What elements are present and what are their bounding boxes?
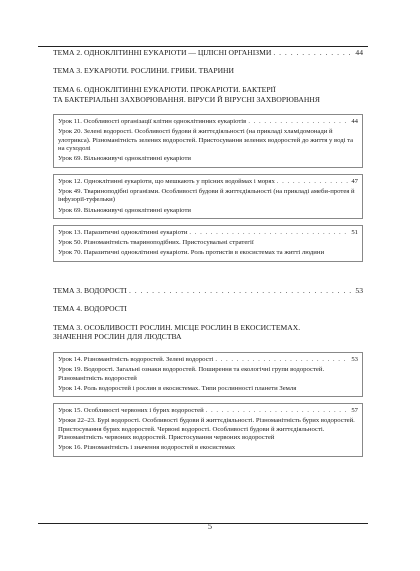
toc-topic-4-algae: ТЕМА 4. ВОДОРОСТІ (53, 304, 127, 314)
lesson-crossref (58, 385, 358, 393)
toc-lesson-entry[interactable] (58, 407, 358, 415)
leader-dots (129, 286, 353, 295)
topic-page: 44 (355, 48, 363, 57)
toc-topic-6-line2: ТА БАКТЕРІАЛЬНІ ЗАХВОРЮВАННЯ. ВІРУСИ Й ВІРУСНІ ЗАХВОРЮВАННЯ (53, 94, 320, 104)
toc-lesson-line (58, 118, 358, 126)
toc-lesson-entry[interactable] (58, 118, 358, 126)
toc-lesson-line (58, 407, 358, 415)
lesson-page: 53 (351, 355, 358, 363)
toc-topic-6-line1: ТЕМА 6. ОДНОКЛІТИННІ ЕУКАРІОТИ. ПРОКАРІОТИ. БАКТЕРІЇ (53, 85, 276, 94)
lesson-block (53, 403, 363, 456)
topic-label: ТЕМА 2. ОДНОКЛІТИННІ ЕУКАРІОТИ — ЦІЛІСНІ ОРГАНІЗМИ (53, 48, 272, 57)
leader-dots (248, 118, 349, 126)
lesson-crossref (58, 417, 358, 442)
lesson-label: Урок 13. Паразитичні одноклітинні еукаріоти (58, 228, 188, 236)
lesson-page: 44 (351, 118, 358, 126)
leader-dots (215, 356, 349, 364)
topic-page: 53 (355, 285, 363, 295)
lesson-crossref (58, 155, 358, 163)
lesson-page: 57 (351, 407, 358, 415)
toc-topic-3-algae[interactable] (53, 286, 363, 295)
lesson-text: Урок 14. Роль водоростей і рослин в екосистемах. Типи рослинності планети Земля (58, 384, 297, 392)
toc-lesson-line (58, 356, 358, 364)
lesson-page: 51 (351, 228, 358, 236)
lesson-crossref (58, 444, 358, 452)
lesson-block (53, 174, 363, 219)
toc-content (53, 44, 363, 457)
lesson-crossref (58, 249, 358, 257)
lesson-label: Урок 12. Одноклітинні еукаріоти, що мешкають у прісних водоймах і морях (58, 177, 275, 185)
lesson-text: Урок 69. Вільноживучі одноклітинні еукаріоти (58, 155, 191, 163)
leader-dots (189, 229, 349, 237)
leader-dots (273, 48, 353, 57)
lesson-crossref (58, 207, 358, 215)
lesson-text: Урок 70. Паразитичні одноклітинні еукаріоти. Роль протистів в екосистемах та житті людини (58, 249, 325, 257)
lesson-text: Урок 50. Різноманітність тваринοподібних. Пристосувальні стратегії (58, 239, 254, 247)
lesson-crossref (58, 239, 358, 247)
toc-lesson-line (58, 178, 358, 186)
lesson-page: 47 (351, 177, 358, 185)
page-number: 5 (208, 522, 212, 531)
toc-topic-3-plants-line1: ТЕМА 3. ОСОБЛИВОСТІ РОСЛИН. МІСЦЕ РОСЛИН В ЕКОСИСТЕМАХ. (53, 322, 301, 332)
leader-dots (206, 407, 350, 415)
toc-lesson-line (58, 229, 358, 237)
toc-topic-3-plants-line2: ЗНАЧЕННЯ РОСЛИН ДЛЯ ЛЮДСТВА (53, 332, 182, 342)
toc-topic-3-eukaryotes: ТЕМА 3. ЕУКАРІОТИ. РОСЛИНИ. ГРИБИ. ТВАРИНИ (53, 66, 235, 76)
lesson-label: Урок 11. Особливості організації клітин одноклітинних еукаріотів (58, 118, 247, 126)
lesson-block (53, 114, 363, 167)
lesson-text: Урок 16. Різноманітність і значення водоростей в екосистемах (58, 444, 236, 452)
lesson-crossref (58, 128, 358, 153)
lesson-crossref (58, 366, 358, 383)
lesson-crossref (58, 188, 358, 205)
lesson-block (53, 225, 363, 262)
leader-dots (277, 178, 350, 186)
lesson-text: Уроки 22–23. Бурі водорості. Особливості будови й життєдіяльності. Різноманітність бурих водоростей. Пристосування бурих водоростей. Червоні водорості. Особливості будови й життєдіяльності. Різноманітність червоних водоростей. Пристосування червоних водоростей (58, 417, 355, 442)
lesson-label: Урок 14. Різноманітність водоростей. Зелені водорості (58, 355, 214, 363)
toc-topic-2[interactable] (53, 48, 363, 57)
lesson-text: Урок 20. Зелені водорості. Особливості будови й життєдіяльності (на прикладі хламідомонади й улотрикса). Різноманітність зелених водоростей. Пристосування зелених водоростей до життя у воді та на суходолі (58, 128, 354, 153)
lesson-text: Урок 19. Водорості. Загальні ознаки водоростей. Поширення та екологічні групи водоростей. Різноманітність водоростей (58, 366, 325, 382)
toc-lesson-entry[interactable] (58, 229, 358, 237)
lesson-label: Урок 15. Особливості червоних і бурих водоростей (58, 407, 204, 415)
toc-lesson-entry[interactable] (58, 356, 358, 364)
lesson-text: Урок 49. Твариноподібні організми. Особливості будови й життєдіяльності (на прикладі амеби-протея й інфузорії-туфельки) (58, 187, 355, 204)
lesson-block (53, 352, 363, 397)
lesson-text: Урок 69. Вільноживучі одноклітинні еукаріоти (58, 206, 191, 214)
topic-label: ТЕМА 3. ВОДОРОСТІ (53, 285, 127, 295)
toc-lesson-entry[interactable] (58, 178, 358, 186)
